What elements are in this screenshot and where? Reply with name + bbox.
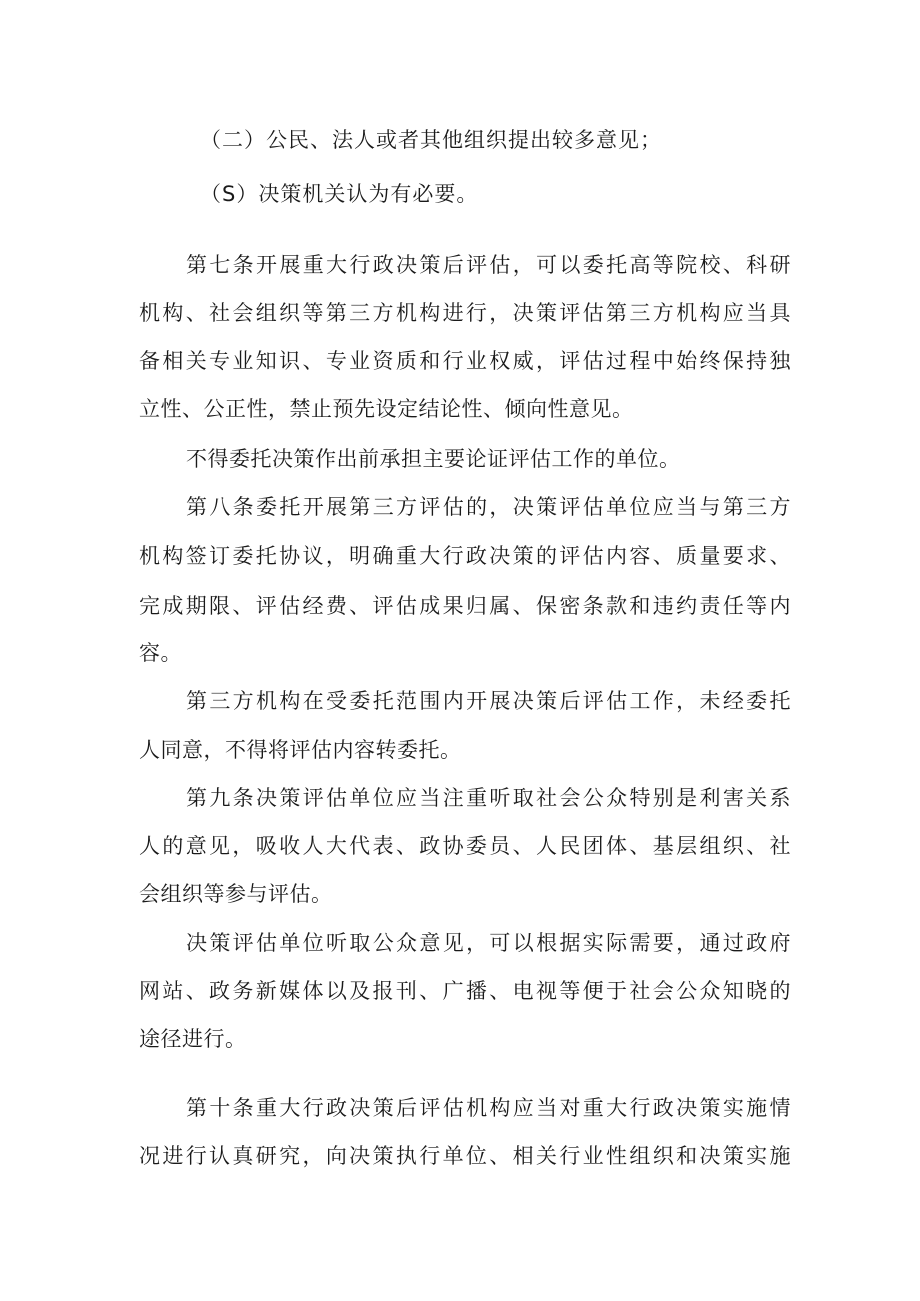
article-7-line-1: 第七条开展重大行政决策后评估，可以委托高等院校、科研 (186, 253, 791, 277)
list-item-public-opinions: （二）公民、法人或者其他组织提出较多意见； (200, 128, 662, 152)
article-9-line-3: 会组织等参与评估。 (139, 882, 333, 906)
article-9-paragraph-2-line-1: 决策评估单位听取公众意见，可以根据实际需要，通过政府 (186, 931, 791, 955)
article-8-paragraph-2-line-2: 人同意，不得将评估内容转委托。 (139, 738, 462, 762)
article-9-paragraph-2-line-2: 网站、政务新媒体以及报刊、广播、电视等便于社会公众知晓的 (139, 979, 791, 1003)
article-8-line-1: 第八条委托开展第三方评估的，决策评估单位应当与第三方 (186, 495, 791, 519)
article-7-line-3: 备相关专业知识、专业资质和行业权威，评估过程中始终保持独 (139, 349, 791, 373)
article-10-line-1: 第十条重大行政决策后评估机构应当对重大行政决策实施情 (186, 1096, 791, 1120)
article-9-line-1: 第九条决策评估单位应当注重听取社会公众特别是利害关系 (186, 786, 791, 810)
article-7-line-2: 机构、社会组织等第三方机构进行，决策评估第三方机构应当具 (139, 301, 791, 325)
article-9-paragraph-2-line-3: 途径进行。 (139, 1027, 247, 1051)
article-8-line-2: 机构签订委托协议，明确重大行政决策的评估内容、质量要求、 (139, 544, 791, 568)
article-7-line-4: 立性、公正性，禁止预先设定结论性、倾向性意见。 (139, 397, 634, 421)
article-8-line-4: 容。 (139, 641, 182, 665)
article-8-paragraph-2-line-1: 第三方机构在受委托范围内开展决策后评估工作，未经委托 (186, 689, 791, 713)
article-10-line-2: 况进行认真研究，向决策执行单位、相关行业性组织和决策实施 (139, 1144, 791, 1168)
article-9-line-2: 人的意见，吸收人大代表、政协委员、人民团体、基层组织、社 (139, 834, 791, 858)
list-item-necessity: （S）决策机关认为有必要。 (200, 182, 479, 206)
article-7-paragraph-2: 不得委托决策作出前承担主要论证评估工作的单位。 (186, 447, 681, 471)
article-8-line-3: 完成期限、评估经费、评估成果归属、保密条款和违约责任等内 (139, 594, 791, 618)
